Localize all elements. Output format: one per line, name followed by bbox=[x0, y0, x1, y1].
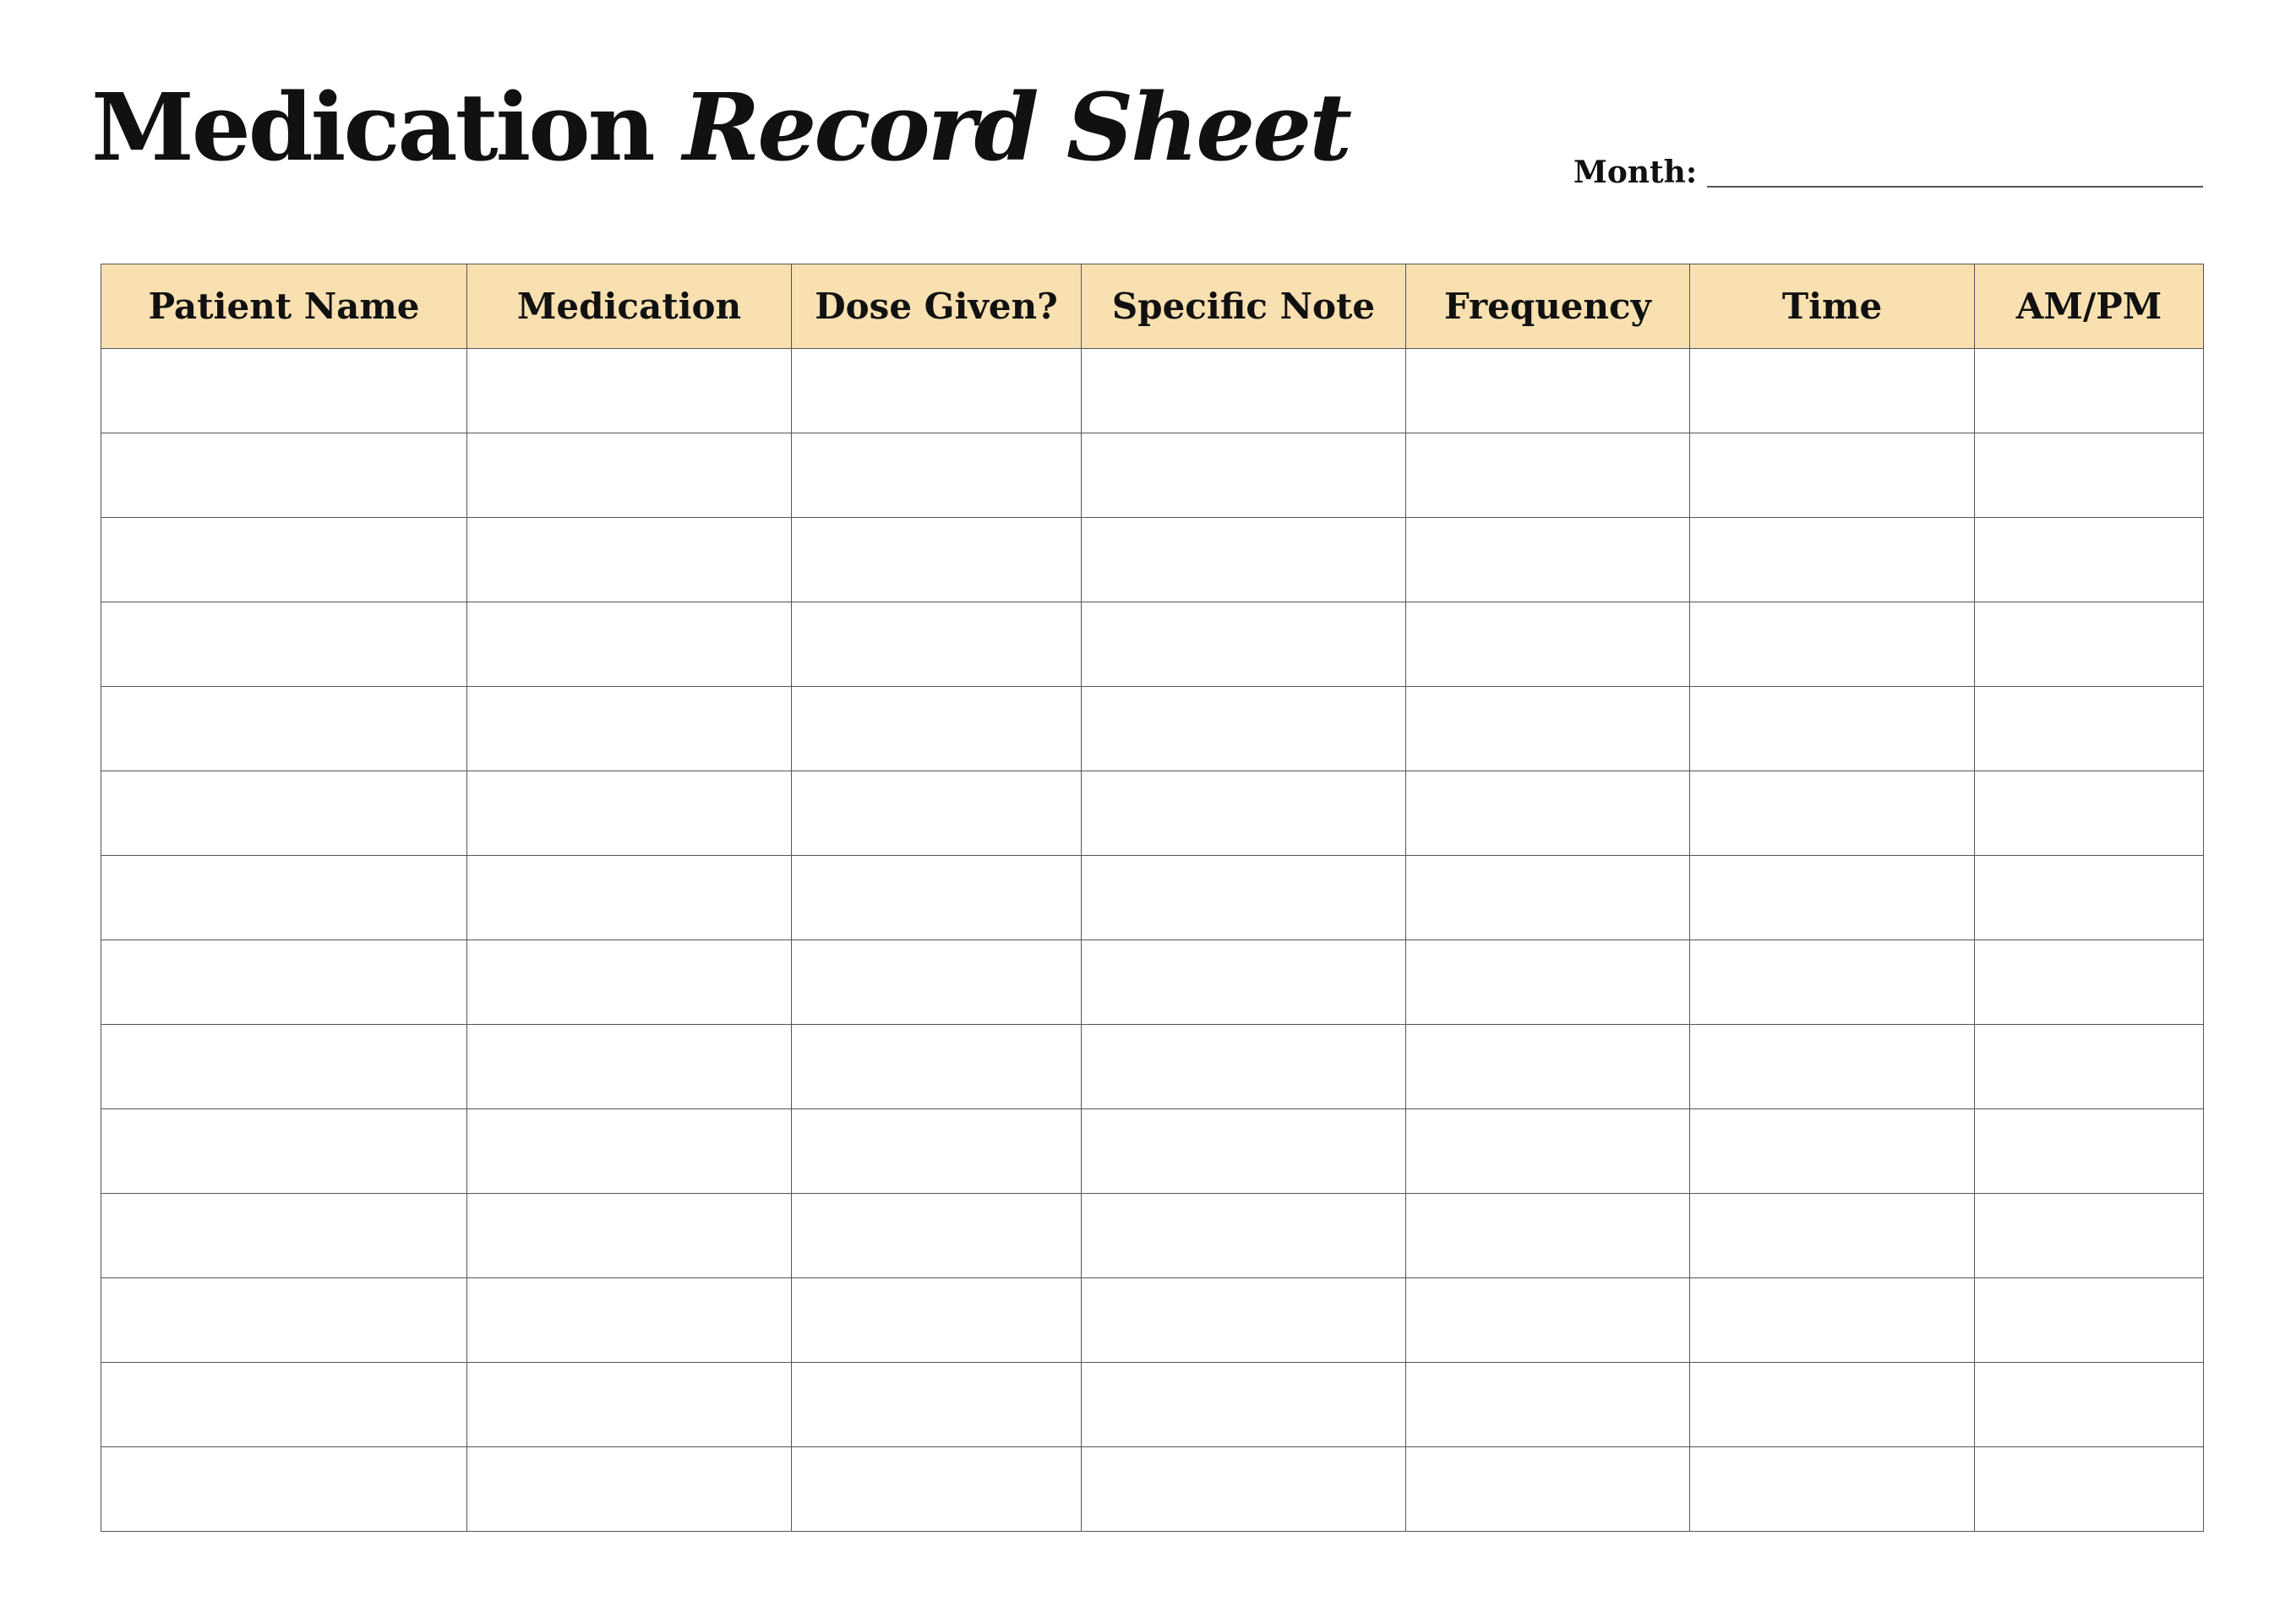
title-italic: Record Sheet bbox=[682, 73, 1350, 182]
cell-time[interactable] bbox=[1690, 687, 1975, 771]
table-body bbox=[101, 349, 2204, 1532]
cell-dose-given[interactable] bbox=[792, 433, 1082, 518]
cell-patient-name[interactable] bbox=[101, 1447, 467, 1532]
cell-specific-note[interactable] bbox=[1082, 602, 1406, 687]
table-row bbox=[101, 518, 2204, 602]
cell-time[interactable] bbox=[1690, 349, 1975, 433]
cell-am-pm[interactable] bbox=[1975, 856, 2204, 940]
cell-dose-given[interactable] bbox=[792, 1194, 1082, 1278]
cell-am-pm[interactable] bbox=[1975, 349, 2204, 433]
cell-specific-note[interactable] bbox=[1082, 1447, 1406, 1532]
header-patient-name: Patient Name bbox=[101, 264, 467, 349]
cell-patient-name[interactable] bbox=[101, 602, 467, 687]
cell-specific-note[interactable] bbox=[1082, 433, 1406, 518]
cell-am-pm[interactable] bbox=[1975, 1109, 2204, 1194]
cell-frequency[interactable] bbox=[1406, 940, 1690, 1025]
table-row bbox=[101, 940, 2204, 1025]
cell-medication[interactable] bbox=[467, 602, 792, 687]
header-medication: Medication bbox=[467, 264, 792, 349]
table-row bbox=[101, 1025, 2204, 1109]
cell-am-pm[interactable] bbox=[1975, 771, 2204, 856]
cell-frequency[interactable] bbox=[1406, 771, 1690, 856]
cell-specific-note[interactable] bbox=[1082, 1278, 1406, 1363]
cell-time[interactable] bbox=[1690, 433, 1975, 518]
cell-am-pm[interactable] bbox=[1975, 1363, 2204, 1447]
cell-specific-note[interactable] bbox=[1082, 1194, 1406, 1278]
cell-frequency[interactable] bbox=[1406, 518, 1690, 602]
cell-dose-given[interactable] bbox=[792, 1109, 1082, 1194]
cell-medication[interactable] bbox=[467, 1278, 792, 1363]
cell-frequency[interactable] bbox=[1406, 687, 1690, 771]
cell-frequency[interactable] bbox=[1406, 1278, 1690, 1363]
table-row bbox=[101, 1447, 2204, 1532]
header-frequency: Frequency bbox=[1406, 264, 1690, 349]
cell-am-pm[interactable] bbox=[1975, 1194, 2204, 1278]
cell-specific-note[interactable] bbox=[1082, 349, 1406, 433]
cell-am-pm[interactable] bbox=[1975, 518, 2204, 602]
cell-frequency[interactable] bbox=[1406, 433, 1690, 518]
cell-dose-given[interactable] bbox=[792, 602, 1082, 687]
cell-frequency[interactable] bbox=[1406, 349, 1690, 433]
cell-dose-given[interactable] bbox=[792, 518, 1082, 602]
cell-am-pm[interactable] bbox=[1975, 433, 2204, 518]
cell-dose-given[interactable] bbox=[792, 1278, 1082, 1363]
cell-am-pm[interactable] bbox=[1975, 940, 2204, 1025]
cell-patient-name[interactable] bbox=[101, 433, 467, 518]
cell-specific-note[interactable] bbox=[1082, 1363, 1406, 1447]
table-row bbox=[101, 349, 2204, 433]
table-row bbox=[101, 1194, 2204, 1278]
cell-medication[interactable] bbox=[467, 1025, 792, 1109]
cell-time[interactable] bbox=[1690, 1278, 1975, 1363]
cell-patient-name[interactable] bbox=[101, 856, 467, 940]
cell-specific-note[interactable] bbox=[1082, 940, 1406, 1025]
header-specific-note: Specific Note bbox=[1082, 264, 1406, 349]
cell-dose-given[interactable] bbox=[792, 856, 1082, 940]
cell-specific-note[interactable] bbox=[1082, 1025, 1406, 1109]
header-am-pm: AM/PM bbox=[1975, 264, 2204, 349]
cell-frequency[interactable] bbox=[1406, 856, 1690, 940]
cell-patient-name[interactable] bbox=[101, 771, 467, 856]
cell-medication[interactable] bbox=[467, 349, 792, 433]
header-dose-given: Dose Given? bbox=[792, 264, 1082, 349]
cell-medication[interactable] bbox=[467, 940, 792, 1025]
cell-time[interactable] bbox=[1690, 771, 1975, 856]
table-row bbox=[101, 1278, 2204, 1363]
cell-patient-name[interactable] bbox=[101, 1278, 467, 1363]
cell-medication[interactable] bbox=[467, 1109, 792, 1194]
cell-time[interactable] bbox=[1690, 1109, 1975, 1194]
cell-am-pm[interactable] bbox=[1975, 1278, 2204, 1363]
cell-am-pm[interactable] bbox=[1975, 1025, 2204, 1109]
cell-frequency[interactable] bbox=[1406, 1109, 1690, 1194]
cell-specific-note[interactable] bbox=[1082, 1109, 1406, 1194]
cell-dose-given[interactable] bbox=[792, 1363, 1082, 1447]
cell-medication[interactable] bbox=[467, 1447, 792, 1532]
cell-patient-name[interactable] bbox=[101, 940, 467, 1025]
table-row bbox=[101, 433, 2204, 518]
cell-patient-name[interactable] bbox=[101, 1109, 467, 1194]
cell-frequency[interactable] bbox=[1406, 1363, 1690, 1447]
title-regular: Medication bbox=[91, 73, 653, 182]
cell-patient-name[interactable] bbox=[101, 349, 467, 433]
month-label: Month: bbox=[1573, 155, 1698, 190]
cell-medication[interactable] bbox=[467, 856, 792, 940]
cell-specific-note[interactable] bbox=[1082, 518, 1406, 602]
cell-time[interactable] bbox=[1690, 856, 1975, 940]
table-row bbox=[101, 771, 2204, 856]
cell-time[interactable] bbox=[1690, 940, 1975, 1025]
cell-frequency[interactable] bbox=[1406, 1194, 1690, 1278]
cell-medication[interactable] bbox=[467, 518, 792, 602]
cell-specific-note[interactable] bbox=[1082, 771, 1406, 856]
cell-time[interactable] bbox=[1690, 1194, 1975, 1278]
cell-time[interactable] bbox=[1690, 602, 1975, 687]
month-field bbox=[1573, 157, 2203, 188]
cell-time[interactable] bbox=[1690, 1447, 1975, 1532]
header-time: Time bbox=[1690, 264, 1975, 349]
table-row bbox=[101, 602, 2204, 687]
cell-dose-given[interactable] bbox=[792, 687, 1082, 771]
cell-specific-note[interactable] bbox=[1082, 687, 1406, 771]
cell-patient-name[interactable] bbox=[101, 1194, 467, 1278]
cell-dose-given[interactable] bbox=[792, 349, 1082, 433]
cell-medication[interactable] bbox=[467, 433, 792, 518]
cell-medication[interactable] bbox=[467, 687, 792, 771]
table-header bbox=[101, 264, 2204, 349]
cell-frequency[interactable] bbox=[1406, 602, 1690, 687]
cell-dose-given[interactable] bbox=[792, 1025, 1082, 1109]
page-title bbox=[91, 73, 1350, 182]
cell-medication[interactable] bbox=[467, 1194, 792, 1278]
cell-time[interactable] bbox=[1690, 518, 1975, 602]
table-row bbox=[101, 856, 2204, 940]
cell-medication[interactable] bbox=[467, 1363, 792, 1447]
cell-time[interactable] bbox=[1690, 1025, 1975, 1109]
cell-time[interactable] bbox=[1690, 1363, 1975, 1447]
cell-specific-note[interactable] bbox=[1082, 856, 1406, 940]
cell-frequency[interactable] bbox=[1406, 1025, 1690, 1109]
table-row bbox=[101, 687, 2204, 771]
cell-dose-given[interactable] bbox=[792, 940, 1082, 1025]
cell-patient-name[interactable] bbox=[101, 518, 467, 602]
table-row bbox=[101, 1363, 2204, 1447]
cell-patient-name[interactable] bbox=[101, 687, 467, 771]
cell-am-pm[interactable] bbox=[1975, 602, 2204, 687]
cell-frequency[interactable] bbox=[1406, 1447, 1690, 1532]
cell-patient-name[interactable] bbox=[101, 1025, 467, 1109]
cell-dose-given[interactable] bbox=[792, 1447, 1082, 1532]
header-row bbox=[101, 264, 2204, 349]
cell-am-pm[interactable] bbox=[1975, 687, 2204, 771]
cell-medication[interactable] bbox=[467, 771, 792, 856]
cell-patient-name[interactable] bbox=[101, 1363, 467, 1447]
cell-am-pm[interactable] bbox=[1975, 1447, 2204, 1532]
medication-table bbox=[101, 264, 2204, 1532]
cell-dose-given[interactable] bbox=[792, 771, 1082, 856]
table-row bbox=[101, 1109, 2204, 1194]
month-input-line[interactable] bbox=[1707, 157, 2203, 188]
